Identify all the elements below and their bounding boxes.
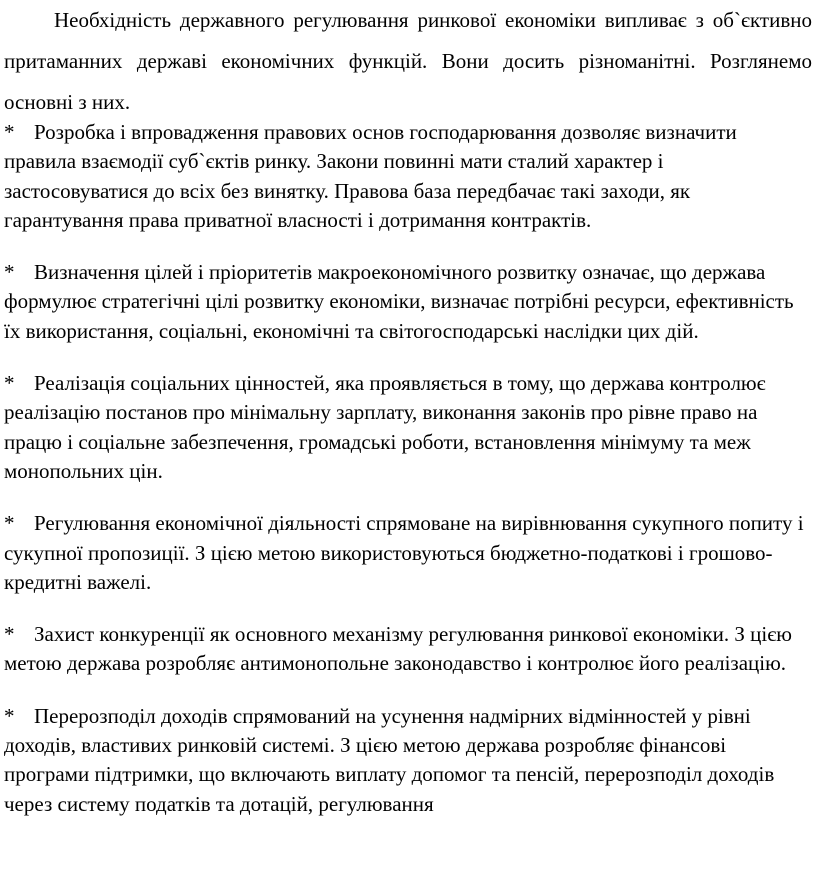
list-item: [4, 118, 812, 235]
list-item-text: Розробка і впровадження правових основ господарювання дозволяє визначити правила взаємодії суб`єктів ринку. Закони повинні мати сталий характер і застосовуватися до всіх без винятку. Правова база передбачає такі заходи, як гарантування права приватної власності і дотримання контрактів.: [4, 120, 737, 232]
list-item: [4, 509, 812, 597]
bullet-marker: *: [4, 622, 15, 647]
list-item-text: Регулювання економічної діяльності спрямоване на вирівнювання сукупного попиту і сукупної пропозиції. З цією метою використовуються бюджетно-податкові і грошово-кредитні важелі.: [4, 511, 804, 594]
list-item: [4, 620, 812, 679]
intro-paragraph: Необхідність державного регулювання ринкової економіки випливає з об`єктивно притаманних державі економічних функцій. Вони досить різноманітні. Розглянемо основні з них.: [4, 8, 812, 114]
bullet-marker: *: [4, 260, 15, 285]
bullet-marker: *: [4, 511, 15, 536]
list-item: [4, 258, 812, 346]
functions-list: [4, 118, 812, 842]
bullet-marker: *: [4, 703, 15, 728]
bullet-marker: *: [4, 120, 15, 144]
list-item: [4, 702, 812, 819]
list-item: [4, 369, 812, 486]
list-item-text: Реалізація соціальних цінностей, яка проявляється в тому, що держава контролює реалізацію постанов про мінімальну зарплату, виконання законів про рівне право на працю і соціальне забезпечення, громадські роботи, встановлення мінімуму та меж монопольних цін.: [4, 371, 766, 483]
bullet-marker: *: [4, 371, 15, 396]
list-item-text: Перерозподіл доходів спрямований на усунення надмірних відмінностей у рівні доходів, властивих ринковій системі. З цією метою держава розробляє фінансові програми підтримки, що включають виплату допомог та пенсій, перерозподіл доходів через систему податків та дотацій, регулювання: [4, 703, 775, 816]
list-item-text: Визначення цілей і пріоритетів макроекономічного розвитку означає, що держава формулює стратегічні цілі розвитку економіки, визначає потрібні ресурси, ефективність їх використання, соціальні, економічні та світогосподарські наслідки цих дій.: [4, 260, 794, 343]
list-item-text: Захист конкуренції як основного механізму регулювання ринкової економіки. З цією метою держава розробляє антимонопольне законодавство і контролює його реалізацію.: [4, 622, 792, 676]
